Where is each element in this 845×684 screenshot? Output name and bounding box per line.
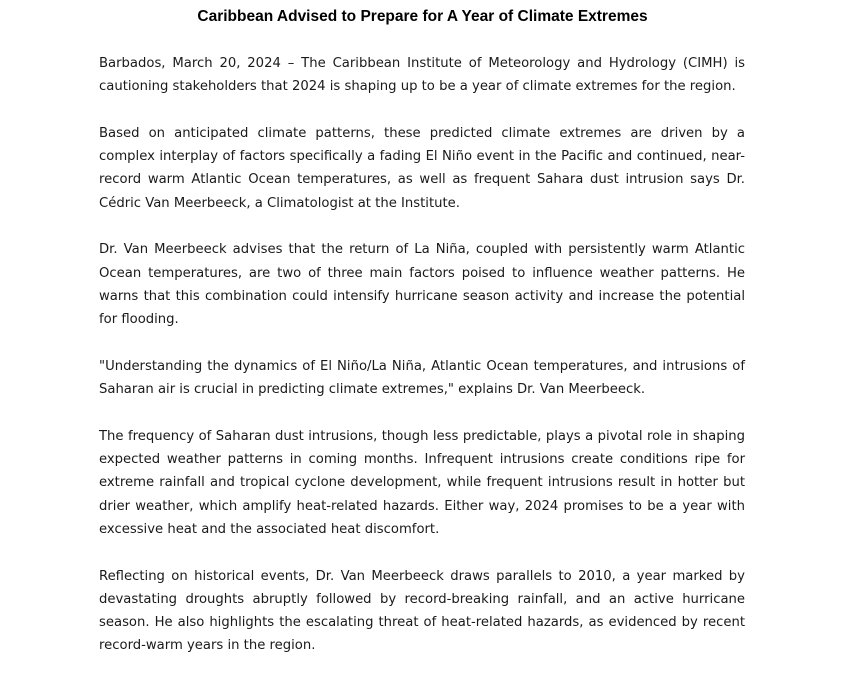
document-title: Caribbean Advised to Prepare for A Year of Climate Extremes	[197, 8, 648, 25]
paragraph-intro: Barbados, March 20, 2024 – The Caribbean Institute of Meteorology and Hydrology (CIMH) is cautioning stakeholders that 2024 is shaping up to be a year of climate extremes for the region.	[99, 56, 745, 95]
paragraph-saharan-dust: The frequency of Saharan dust intrusions, though less predictable, plays a pivotal role in shaping expected weather patterns in coming months. Infrequent intrusions create conditions ripe for extreme rainfall and tropical cyclone development, while frequent intrusions result in hotter but drier weather, which amplify heat-related hazards. Either way, 2024 promises to be a year with excessive heat and the associated heat discomfort.	[99, 428, 745, 537]
paragraph-quote: "Understanding the dynamics of El Niño/La Niña, Atlantic Ocean temperatures, and intrusions of Saharan air is crucial in predicting climate extremes," explains Dr. Van Meerbeeck.	[99, 358, 745, 398]
document-body	[99, 52, 745, 681]
paragraph-historical: Reflecting on historical events, Dr. Van Meerbeeck draws parallels to 2010, a year marked by devastating droughts abruptly followed by record-breaking rainfall, and an active hurricane season. He also highlights the escalating threat of heat-related hazards, as evidenced by recent record-warm years in the region.	[99, 568, 745, 654]
paragraph-la-nina: Dr. Van Meerbeeck advises that the return of La Niña, coupled with persistently warm Atlantic Ocean temperatures, are two of three main factors poised to influence weather patterns. He warns that this combination could intensify hurricane season activity and increase the potential for flooding.	[99, 242, 745, 328]
paragraph-climate-patterns: Based on anticipated climate patterns, these predicted climate extremes are driven by a complex interplay of factors specifically a fading El Niño event in the Pacific and continued, near-record warm Atlantic Ocean temperatures, as well as frequent Sahara dust intrusion says Dr. Cédric Van Meerbeeck, a Climatologist at the Institute.	[99, 125, 745, 211]
